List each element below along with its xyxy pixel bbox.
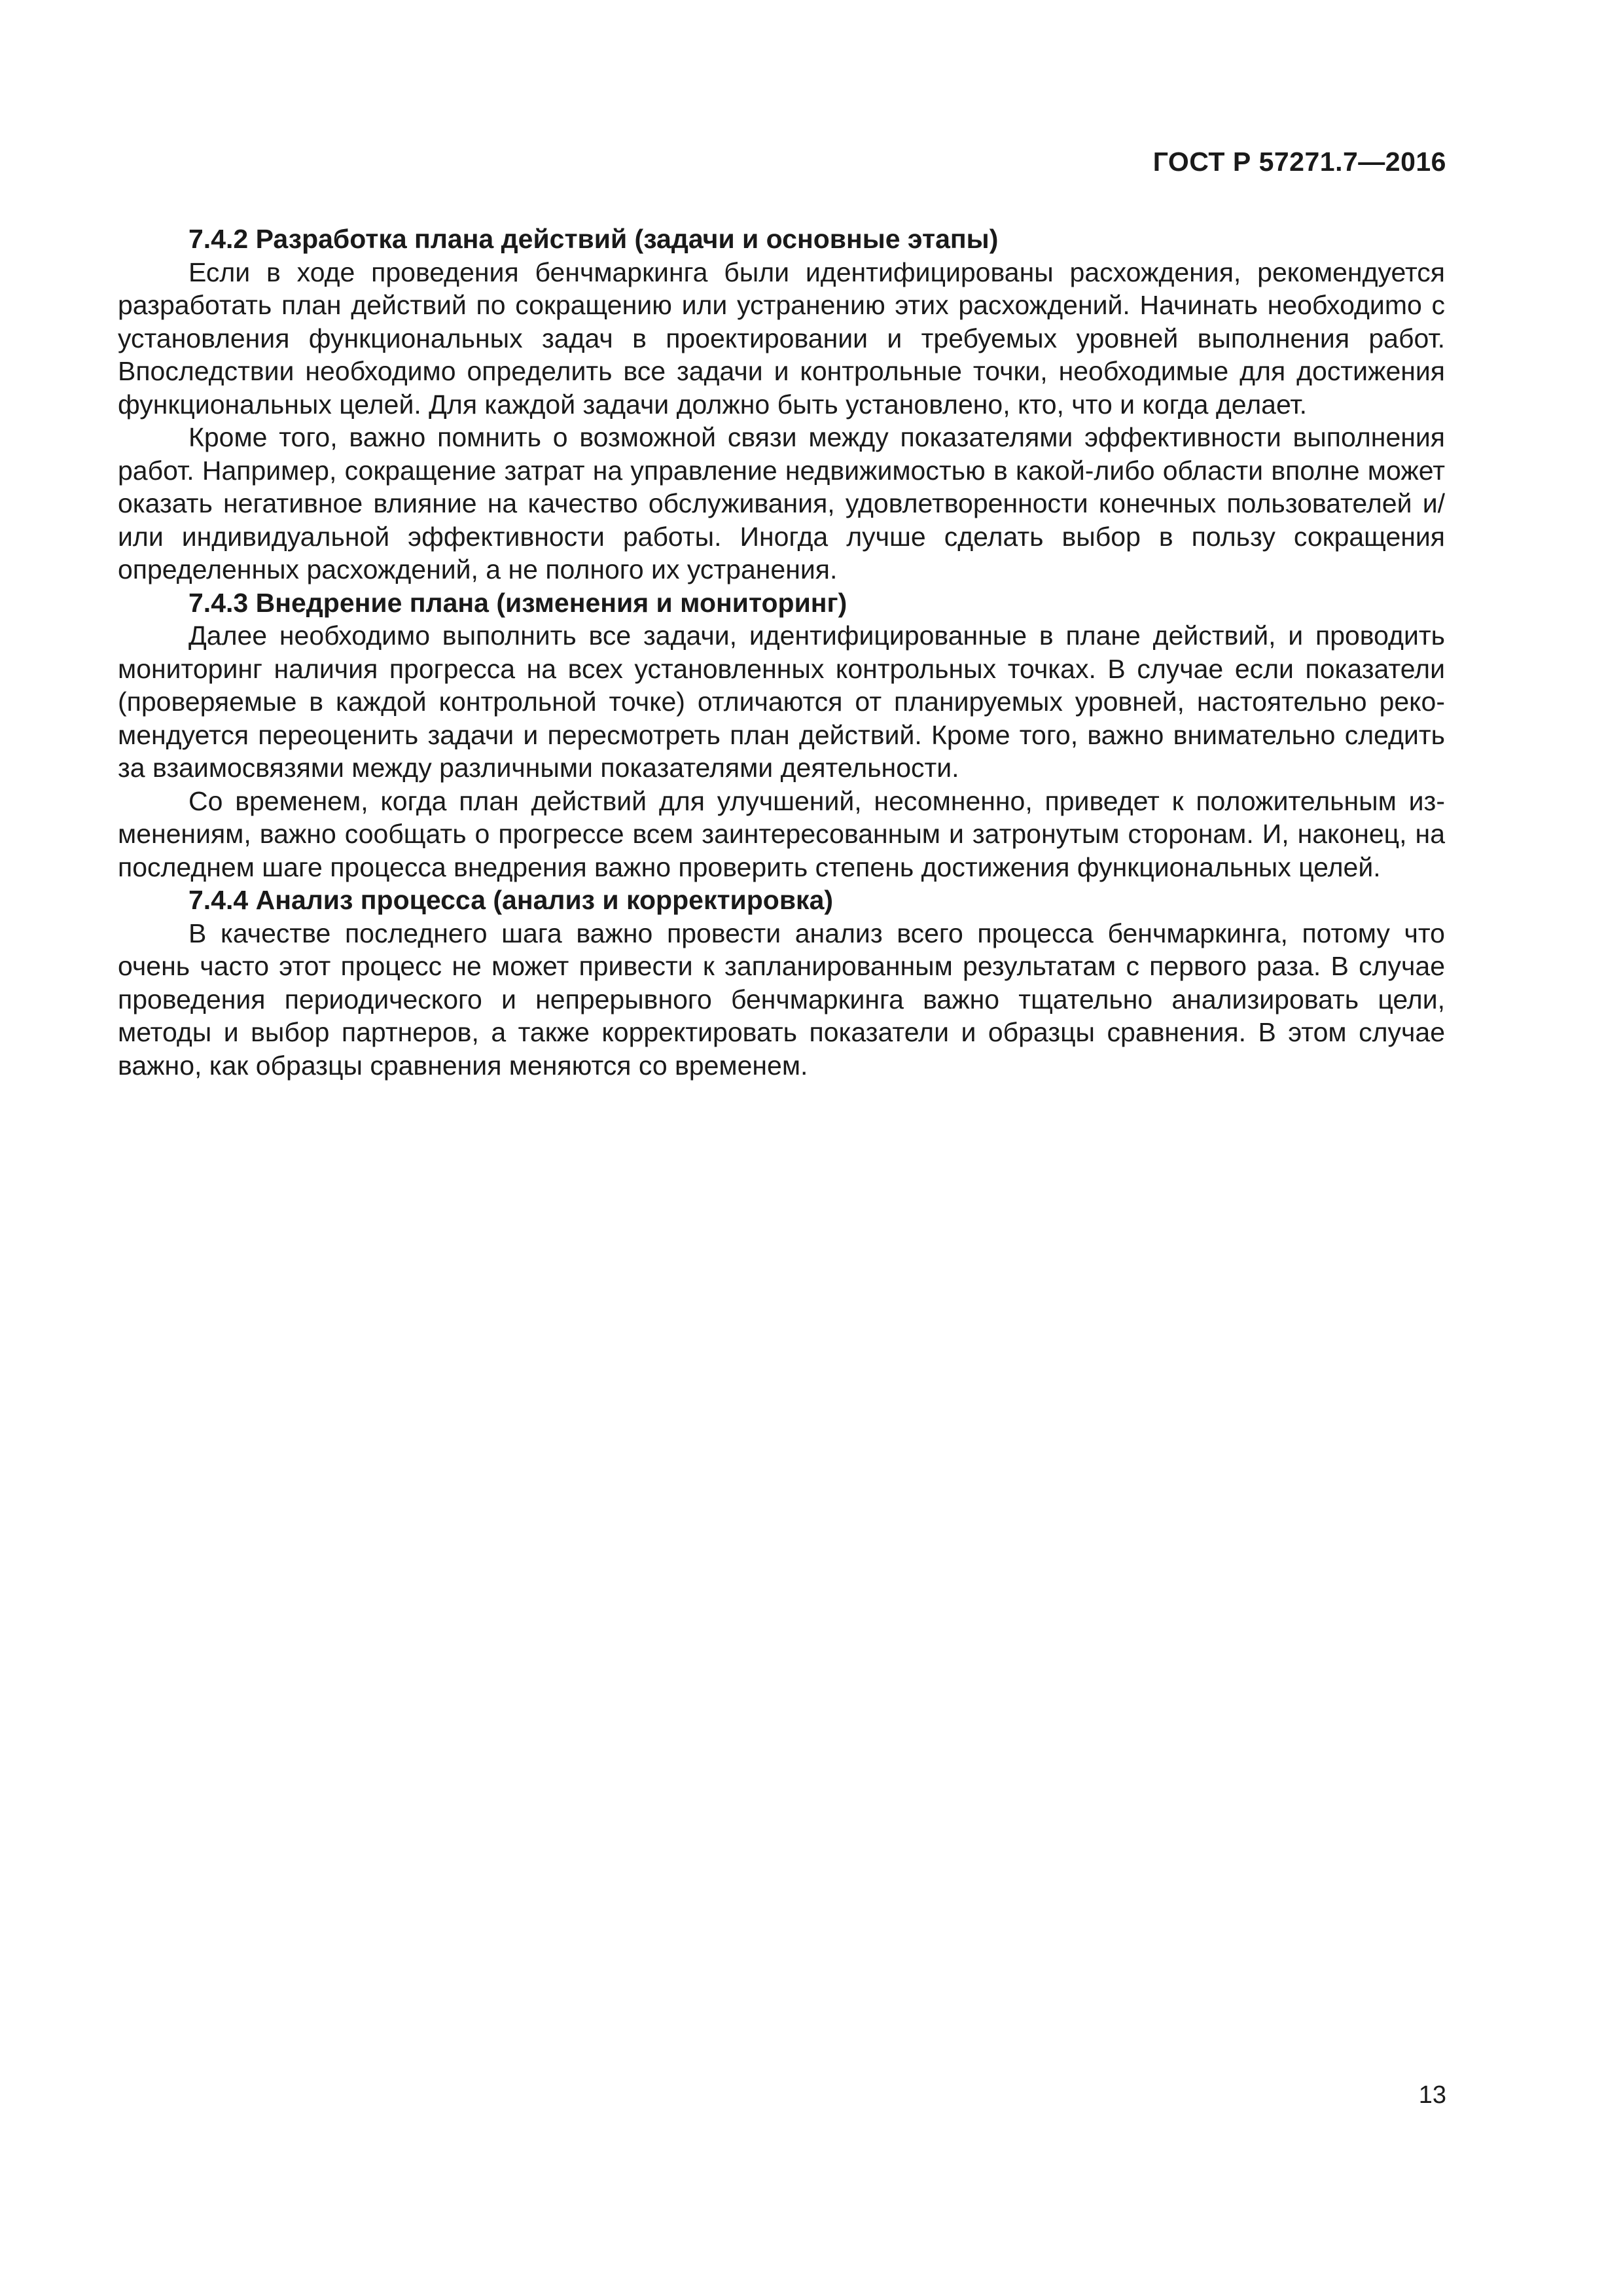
- section-7-4-2: [118, 223, 1445, 586]
- section-heading: 7.4.3 Внедрение плана (изменения и мониторинг): [188, 587, 847, 618]
- paragraph: В качестве последнего шага важно провести анализ всего процесса бенчмаркинга, потому что очень часто этот процесс не может привести к запланированным результатам с первого раза. В случае проведения периодического и непрерывного бенчмаркинга важно тщательно анализировать цели, методы и выбор партнеров, а также корректировать показатели и образцы сравнения. В этом случае важно, как образцы сравнения меняются со временем.: [118, 918, 1445, 1081]
- document-body: [118, 223, 1445, 1082]
- standard-code: ГОСТ Р 57271.7—2016: [1152, 147, 1446, 177]
- section-heading: 7.4.4 Анализ процесса (анализ и корректировка): [188, 885, 834, 915]
- paragraph: Кроме того, важно помнить о возможной связи между показателями эффективности выполнения работ. Например, сокращение затрат на управление недвижимостью в какой-либо области вполне может оказать негативное влияние на качество обслуживания, удовлетворенности конечных пользователей и/или индивидуальной эффективности работы. Иногда лучше сделать выбор в пользу сокращения определенных расхождений, а не полного их устранения.: [118, 422, 1445, 584]
- section-7-4-4: [118, 884, 1445, 1082]
- document-header: [1153, 147, 1446, 177]
- page-number: 13: [1418, 2081, 1446, 2109]
- paragraph: Далее необходимо выполнить все задачи, идентифицированные в плане действий, и проводить мониторинг наличия прогресса на всех установленных контрольных точках. В случае если показатели (проверяемые в каждой контрольной точке) отличаются от планируемых уровней, настоятельно рекомендуется переоценить задачи и пересмотреть план действий. Кроме того, важно внимательно следить за взаимосвязями между различными показателями деятельности.: [118, 620, 1445, 783]
- paragraph: Если в ходе проведения бенчмаркинга были идентифицированы расхождения, рекомендуется разработать план действий по сокращению или устранению этих расхождений. Начинать необходиmо с установления функциональных задач в проектировании и требуемых уровней выполнения работ. Впоследствии необходимо определить все задачи и контрольные точки, необходимые для достижения функциональных целей. Для каждой задачи должно быть установлено, кто, что и когда делает.: [118, 257, 1445, 420]
- section-heading: 7.4.2 Разработка плана действий (задачи и основные этапы): [188, 224, 999, 254]
- paragraph: Со временем, когда план действий для улучшений, несомненно, приведет к положительным изменениям, важно сообщать о прогрессе всем заинтересованным и затронутым сторонам. И, наконец, на последнем шаге процесса внедрения важно проверить степень достижения функциональных целей.: [118, 785, 1445, 882]
- section-7-4-3: [118, 586, 1445, 884]
